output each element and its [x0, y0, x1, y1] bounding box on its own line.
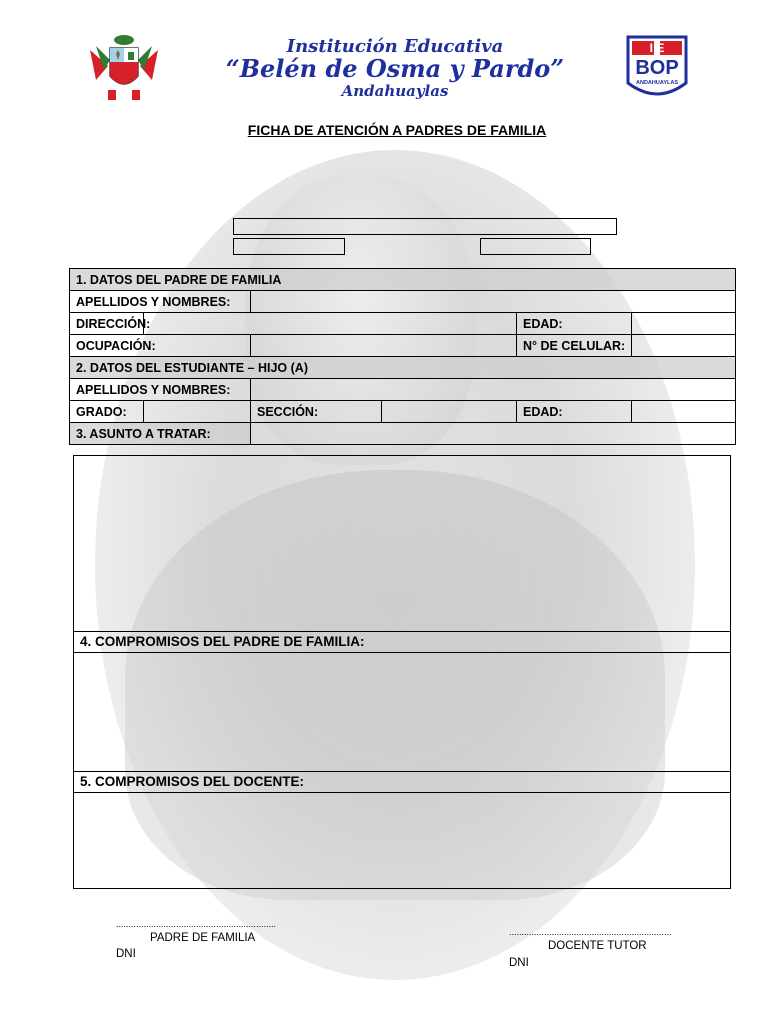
teacher-signature-role: DOCENTE TUTOR	[548, 940, 647, 952]
teacher-commitments-area[interactable]	[73, 792, 731, 889]
section5-heading: 5. COMPROMISOS DEL DOCENTE:	[73, 771, 731, 793]
grade-label: GRADO:	[70, 401, 144, 423]
phone-label: N° DE CELULAR:	[517, 335, 632, 357]
occupation-field[interactable]	[251, 335, 517, 357]
institution-label: Institución Educativa	[286, 36, 504, 57]
date-box-left[interactable]	[233, 238, 345, 255]
parent-names-field[interactable]	[251, 291, 736, 313]
address-label: DIRECCIÓN:	[70, 313, 144, 335]
school-name: “Belén de Osma y Pardo”	[225, 54, 565, 83]
student-names-label: APELLIDOS Y NOMBRES:	[70, 379, 251, 401]
grade-field[interactable]	[144, 401, 251, 423]
student-age-field[interactable]	[632, 401, 736, 423]
logo-city-text: ANDAHUAYLAS	[636, 80, 678, 86]
teacher-dni-label: DNI	[509, 957, 529, 969]
subject-field[interactable]	[251, 423, 736, 445]
section2-heading: 2. DATOS DEL ESTUDIANTE – HIJO (A)	[70, 357, 736, 379]
school-logo	[626, 35, 688, 103]
section-label: SECCIÓN:	[251, 401, 382, 423]
parent-commitments-area[interactable]	[73, 652, 731, 772]
section-field[interactable]	[382, 401, 517, 423]
section1-heading: 1. DATOS DEL PADRE DE FAMILIA	[70, 269, 736, 291]
parent-names-label: APELLIDOS Y NOMBRES:	[70, 291, 251, 313]
address-field[interactable]	[144, 313, 517, 335]
date-box-right[interactable]	[480, 238, 591, 255]
subject-area[interactable]	[73, 455, 731, 632]
date-box-wide[interactable]	[233, 218, 617, 235]
parent-signature-role: PADRE DE FAMILIA	[150, 932, 256, 944]
city-label: Andahuaylas	[341, 82, 449, 100]
parent-signature-line: ................................................................	[116, 919, 277, 929]
parent-age-label: EDAD:	[517, 313, 632, 335]
parent-age-field[interactable]	[632, 313, 736, 335]
section3-heading: 3. ASUNTO A TRATAR:	[70, 423, 251, 445]
teacher-signature-line: .................................................................	[509, 927, 672, 937]
logo-bop-text: BOP	[635, 57, 679, 79]
parent-dni-label: DNI	[116, 948, 136, 960]
student-names-field[interactable]	[251, 379, 736, 401]
student-age-label: EDAD:	[517, 401, 632, 423]
document-title: FICHA DE ATENCIÓN A PADRES DE FAMILIA	[247, 122, 547, 138]
section4-heading: 4. COMPROMISOS DEL PADRE DE FAMILIA:	[73, 631, 731, 653]
form-table	[69, 268, 736, 445]
phone-field[interactable]	[632, 335, 736, 357]
occupation-label: OCUPACIÓN:	[70, 335, 251, 357]
peru-coat-of-arms-icon	[86, 30, 162, 106]
logo-ie-text: I E	[649, 41, 665, 55]
